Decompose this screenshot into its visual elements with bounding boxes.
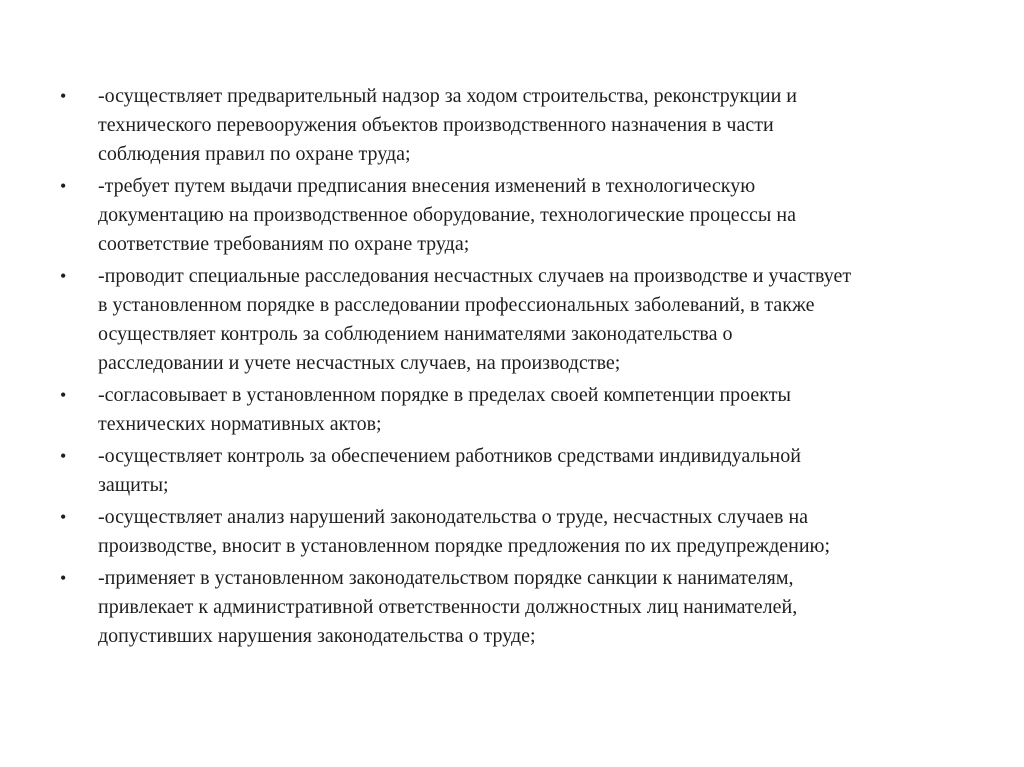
text-line: производстве, вносит в установленном порядке предложения по их предупреждению;	[98, 535, 831, 557]
list-item-text	[98, 503, 970, 561]
bullet-icon: •	[60, 176, 67, 196]
text-line: осуществляет контроль за соблюдением нанимателями законодательства о	[98, 323, 733, 345]
bullet-icon: •	[60, 507, 67, 527]
bullet-icon: •	[60, 446, 67, 466]
text-line: защиты;	[98, 474, 169, 496]
bullet-icon: •	[60, 266, 67, 286]
text-line: технических нормативных актов;	[98, 413, 382, 435]
list-item-4	[60, 381, 970, 439]
list-item-3	[60, 262, 970, 378]
list-item-text	[98, 82, 970, 169]
list-item-text	[98, 564, 970, 651]
list-item-text	[98, 262, 970, 378]
list-item-text	[98, 381, 970, 439]
list-item-text	[98, 172, 970, 259]
text-line: допустивших нарушения законодательства о труде;	[98, 625, 536, 647]
list-item-text	[98, 442, 970, 500]
list-item-6	[60, 503, 970, 561]
text-line: соблюдения правил по охране труда;	[98, 143, 411, 165]
text-line: -согласовывает в установленном порядке в пределах своей компетенции проекты	[98, 384, 791, 406]
text-line: расследовании и учете несчастных случаев, на производстве;	[98, 352, 621, 374]
text-line: технического перевооружения объектов производственного назначения в части	[98, 114, 774, 136]
text-line: -осуществляет контроль за обеспечением работников средствами индивидуальной	[98, 445, 801, 467]
text-line: в установленном порядке в расследовании профессиональных заболеваний, в также	[98, 294, 815, 316]
text-line: документацию на производственное оборудование, технологические процессы на	[98, 204, 796, 226]
list-item-5	[60, 442, 970, 500]
text-line: привлекает к административной ответственности должностных лиц нанимателей,	[98, 596, 798, 618]
text-line: -применяет в установленном законодательством порядке санкции к нанимателям,	[98, 567, 794, 589]
text-line: -осуществляет предварительный надзор за ходом строительства, реконструкции и	[98, 85, 797, 107]
list-item-1	[60, 82, 970, 169]
text-line: -осуществляет анализ нарушений законодательства о труде, несчастных случаев на	[98, 506, 809, 528]
list-item-7	[60, 564, 970, 651]
bullet-icon: •	[60, 86, 67, 106]
text-line: -проводит специальные расследования несчастных случаев на производстве и участвует	[98, 265, 852, 287]
bullet-list	[60, 82, 970, 654]
text-line: соответствие требованиям по охране труда;	[98, 233, 470, 255]
text-line: -требует путем выдачи предписания внесения изменений в технологическую	[98, 175, 756, 197]
bullet-icon: •	[60, 385, 67, 405]
list-item-2	[60, 172, 970, 259]
bullet-icon: •	[60, 568, 67, 588]
